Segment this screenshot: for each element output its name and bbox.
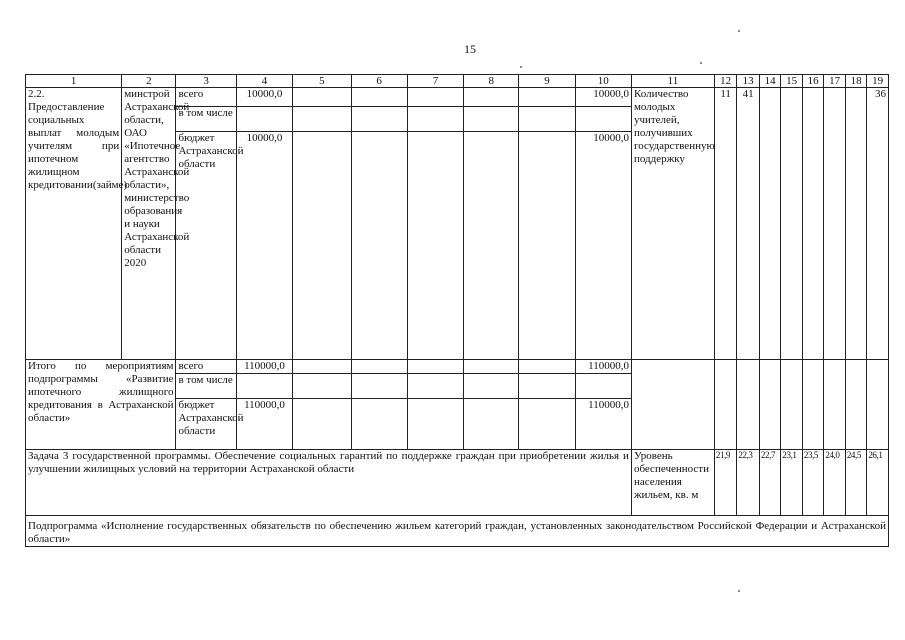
page-number: 15	[464, 42, 476, 56]
scan-speck	[520, 66, 522, 68]
task-value: 24,0	[824, 449, 845, 515]
measure-col13: 41	[737, 88, 760, 360]
summary-source-total: всего	[176, 360, 236, 374]
header-cell: 14	[759, 75, 780, 88]
header-cell: 2	[122, 75, 176, 88]
task-value: 22,3	[737, 449, 760, 515]
measure-total-col10: 10000,0	[575, 88, 631, 107]
subprogram-text: Подпрограмма «Исполнение государственных обязательств по обеспечению жильем категорий граждан, установленных законодательством Российской Федерации и Астраханской области»	[26, 515, 889, 546]
source-budget: бюджет Астраханской области	[176, 132, 236, 360]
task-value: 24,5	[845, 449, 866, 515]
task-row	[26, 449, 889, 515]
measure-col19: 36	[867, 88, 889, 360]
header-cell: 18	[845, 75, 866, 88]
source-total: всего	[176, 88, 236, 107]
task-indicator: Уровень обеспеченности населения жильем, кв. м	[631, 449, 714, 515]
header-cell: 13	[737, 75, 760, 88]
measure-col12: 11	[714, 88, 737, 360]
header-cell: 9	[519, 75, 575, 88]
measure-indicator: Количество молодых учителей, получивших государственную поддержку	[631, 88, 714, 360]
header-cell: 7	[407, 75, 463, 88]
header-cell: 11	[631, 75, 714, 88]
task-value: 23,5	[802, 449, 823, 515]
summary-source-incl: в том числе	[176, 373, 236, 398]
task-value: 26,1	[867, 449, 889, 515]
measure-name: 2.2. Предоставление социальных выплат молодым учителям при ипотечном жилищном кредитовании(займе)	[26, 88, 122, 360]
scan-speck	[738, 30, 740, 32]
header-cell: 15	[781, 75, 802, 88]
task-text: Задача 3 государственной программы. Обеспечение социальных гарантий по поддержке граждан при приобретении жилья и улучшении жилищных условий на территории Астраханской области	[26, 449, 632, 515]
header-cell: 8	[464, 75, 519, 88]
header-cell: 12	[714, 75, 737, 88]
header-cell: 6	[351, 75, 407, 88]
header-row	[26, 75, 889, 88]
header-cell: 5	[293, 75, 351, 88]
measure-budget-col10: 10000,0	[575, 132, 631, 360]
summary-total-col4: 110000,0	[236, 360, 292, 374]
task-value: 21,9	[714, 449, 737, 515]
task-value: 22,7	[759, 449, 780, 515]
measure-total-row	[26, 88, 889, 107]
summary-total-col10: 110000,0	[575, 360, 631, 374]
header-cell: 10	[575, 75, 631, 88]
summary-total-row	[26, 360, 889, 374]
task-value: 23,1	[781, 449, 802, 515]
summary-budget-col4: 110000,0	[236, 398, 292, 449]
scan-speck	[738, 590, 740, 592]
measure-budget-col4: 10000,0	[236, 132, 292, 360]
header-cell: 17	[824, 75, 845, 88]
measure-total-col4: 10000,0	[236, 88, 292, 107]
source-incl: в том числе	[176, 107, 236, 132]
header-cell: 1	[26, 75, 122, 88]
header-cell: 19	[867, 75, 889, 88]
summary-name: Итого по мероприятиям подпрограммы «Развитие ипотечного жилищного кредитования в Астраханской области»	[26, 360, 176, 450]
subprogram-row	[26, 515, 889, 546]
summary-source-budget: бюджет Астраханской области	[176, 398, 236, 449]
measure-executor: минстрой Астраханской области, ОАО «Ипотечное агентство Астраханской области», министерство образования и науки Астраханской области 2020	[122, 88, 176, 360]
header-cell: 4	[236, 75, 292, 88]
scan-speck	[700, 62, 702, 64]
program-table	[25, 74, 889, 547]
header-cell: 16	[802, 75, 823, 88]
header-cell: 3	[176, 75, 236, 88]
summary-budget-col10: 110000,0	[575, 398, 631, 449]
